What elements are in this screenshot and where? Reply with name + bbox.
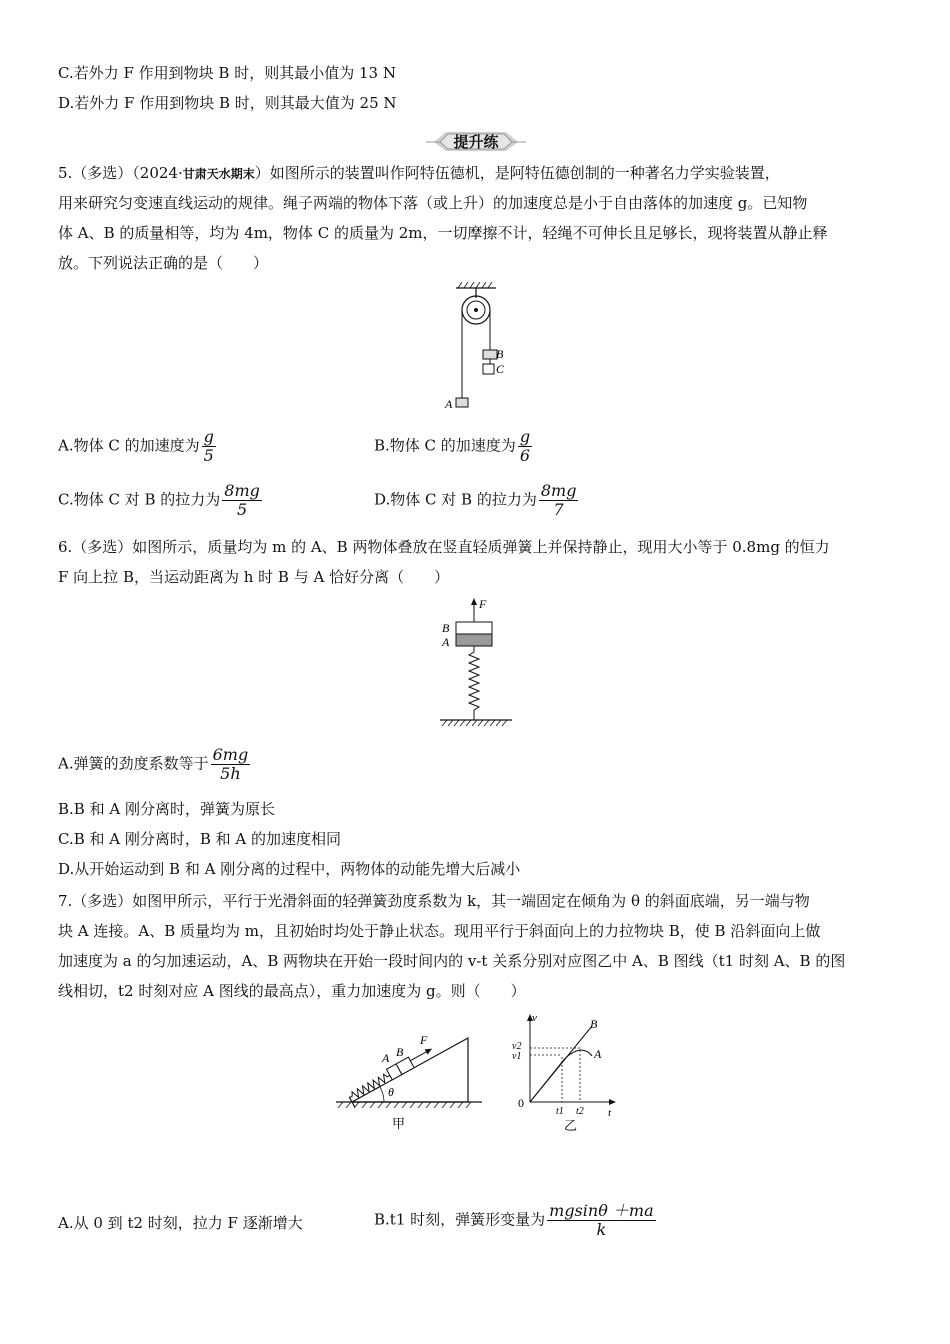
q5-line-1-rest: ）如图所示的装置叫作阿特伍德机，是阿特伍德创制的一种著名力学实验装置， [254,164,780,182]
q5-line-4: 放。下列说法正确的是（ ） [58,254,269,272]
q7-line-2: 块 A 连接。A、B 质量均为 m，且初始时均处于静止状态。现用平行于斜面向上的力拉物块 B，使 B 沿斜面向上做 [58,922,821,940]
spring-blocks-figure [436,594,516,734]
block-b [456,622,492,634]
q4-option-c: C.若外力 F 作用到物块 B 时，则其最小值为 13 N [58,64,396,82]
q5-option-b-num: g [519,427,531,446]
vt-graph-figure [508,1012,620,1142]
q6-line-1: 6.（多选）如图所示，质量均为 m 的 A、B 两物体叠放在竖直轻质弹簧上并保持静止，现用大小等于 0.8mg 的恒力 [58,538,830,556]
curve-a-label: A [594,1047,602,1061]
block-c [483,364,494,374]
q5-option-d-text: D.物体 C 对 B 的拉力为 [374,490,537,509]
q5-option-c-den: 5 [237,500,248,519]
q5-option-b-den: 6 [519,446,531,465]
block-a [456,634,492,646]
section-title: 提升练 [453,133,499,151]
q5-source: 甘肃天水期末 [182,167,255,181]
q7-option-b-text: B.t1 时刻，弹簧形变量为 [374,1210,546,1229]
q5-line-2: 用来研究匀变速直线运动的规律。绳子两端的物体下落（或上升）的加速度总是小于自由落体的加速度 g。已知物 [58,194,808,212]
label-a: A [442,635,450,649]
q5-line-1 [58,162,780,185]
q6-line-2: F 向上拉 B，当运动距离为 h 时 B 与 A 恰好分离（ ） [58,568,450,586]
spring [348,1072,392,1101]
atwood-machine-figure [436,282,526,414]
curve-b-label: B [590,1017,598,1031]
label-a: A [445,397,453,411]
q7-line-3: 加速度为 a 的匀加速运动，A、B 两物块在开始一段时间内的 v-t 关系分别对应图乙中 A、B 图线（t1 时刻 A、B 的图 [58,952,846,970]
block-b [483,350,497,359]
axis-t-label: t [608,1107,612,1119]
q5-prefix: 5.（多选）（2024· [58,164,183,182]
q7-line-4: 线相切，t2 时刻对应 A 图线的最高点），重力加速度为 g。则（ ） [58,982,526,1000]
label-a: A [382,1051,390,1065]
q5-option-d [374,482,580,519]
q5-option-a-text: A.物体 C 的加速度为 [58,436,200,455]
q5-option-d-num: 8mg [540,481,577,500]
label-theta: θ [388,1085,394,1099]
q6-option-a [58,746,252,783]
q5-option-b-text: B.物体 C 的加速度为 [374,436,516,455]
q6-option-c: C.B 和 A 刚分离时，B 和 A 的加速度相同 [58,830,342,848]
q6-option-d: D.从开始运动到 B 和 A 刚分离的过程中，两物体的动能先增大后减小 [58,860,521,878]
curve-a [530,1050,592,1102]
q7-option-b-den: k [596,1220,607,1239]
incline-figure [334,1030,484,1136]
q5-option-b [374,428,534,465]
q7-option-a: A.从 0 到 t2 时刻，拉力 F 逐渐增大 [58,1214,303,1232]
label-c: C [496,362,505,376]
figure-caption-yi: 乙 [564,1118,578,1133]
q5-option-a-den: 5 [203,446,214,465]
q5-line-3: 体 A、B 的质量相等，均为 4m，物体 C 的质量为 2m，一切摩擦不计，轻绳不可伸长且足够长，现将装置从静止释 [58,224,828,242]
q7-option-b [374,1202,658,1239]
q6-option-a-num: 6mg [212,745,249,764]
figure-caption-jia: 甲 [392,1116,406,1131]
spring [469,646,479,720]
label-b: B [396,1045,404,1059]
origin-label: 0 [518,1096,524,1110]
block-a [456,398,468,407]
label-b: B [496,347,504,361]
q4-option-d: D.若外力 F 作用到物块 B 时，则其最大值为 25 N [58,94,397,112]
label-b: B [442,621,450,635]
q6-option-b: B.B 和 A 刚分离时，弹簧为原长 [58,800,275,818]
q7-option-b-num: mgsinθ ＋ma [549,1201,654,1220]
q5-option-d-den: 7 [553,500,564,519]
label-f: F [420,1033,428,1047]
q6-option-a-text: A.弹簧的劲度系数等于 [58,754,209,773]
q5-option-a-num: g [203,427,214,446]
v1-label: v1 [512,1051,522,1062]
q5-option-c-num: 8mg [224,481,260,500]
q7-line-1: 7.（多选）如图甲所示，平行于光滑斜面的轻弹簧劲度系数为 k，其一端固定在倾角为 θ 的斜面底端，另一端与物 [58,892,810,910]
q6-option-a-den: 5h [220,764,241,783]
t1-label: t1 [556,1106,564,1117]
q5-option-c [58,482,264,519]
v2-label: v2 [512,1041,522,1052]
t2-label: t2 [576,1106,584,1117]
q5-option-c-text: C.物体 C 对 B 的拉力为 [58,490,221,509]
label-f: F [479,597,487,611]
q5-option-a [58,428,218,465]
axis-v-label: v [532,1012,537,1024]
section-badge [426,130,526,152]
